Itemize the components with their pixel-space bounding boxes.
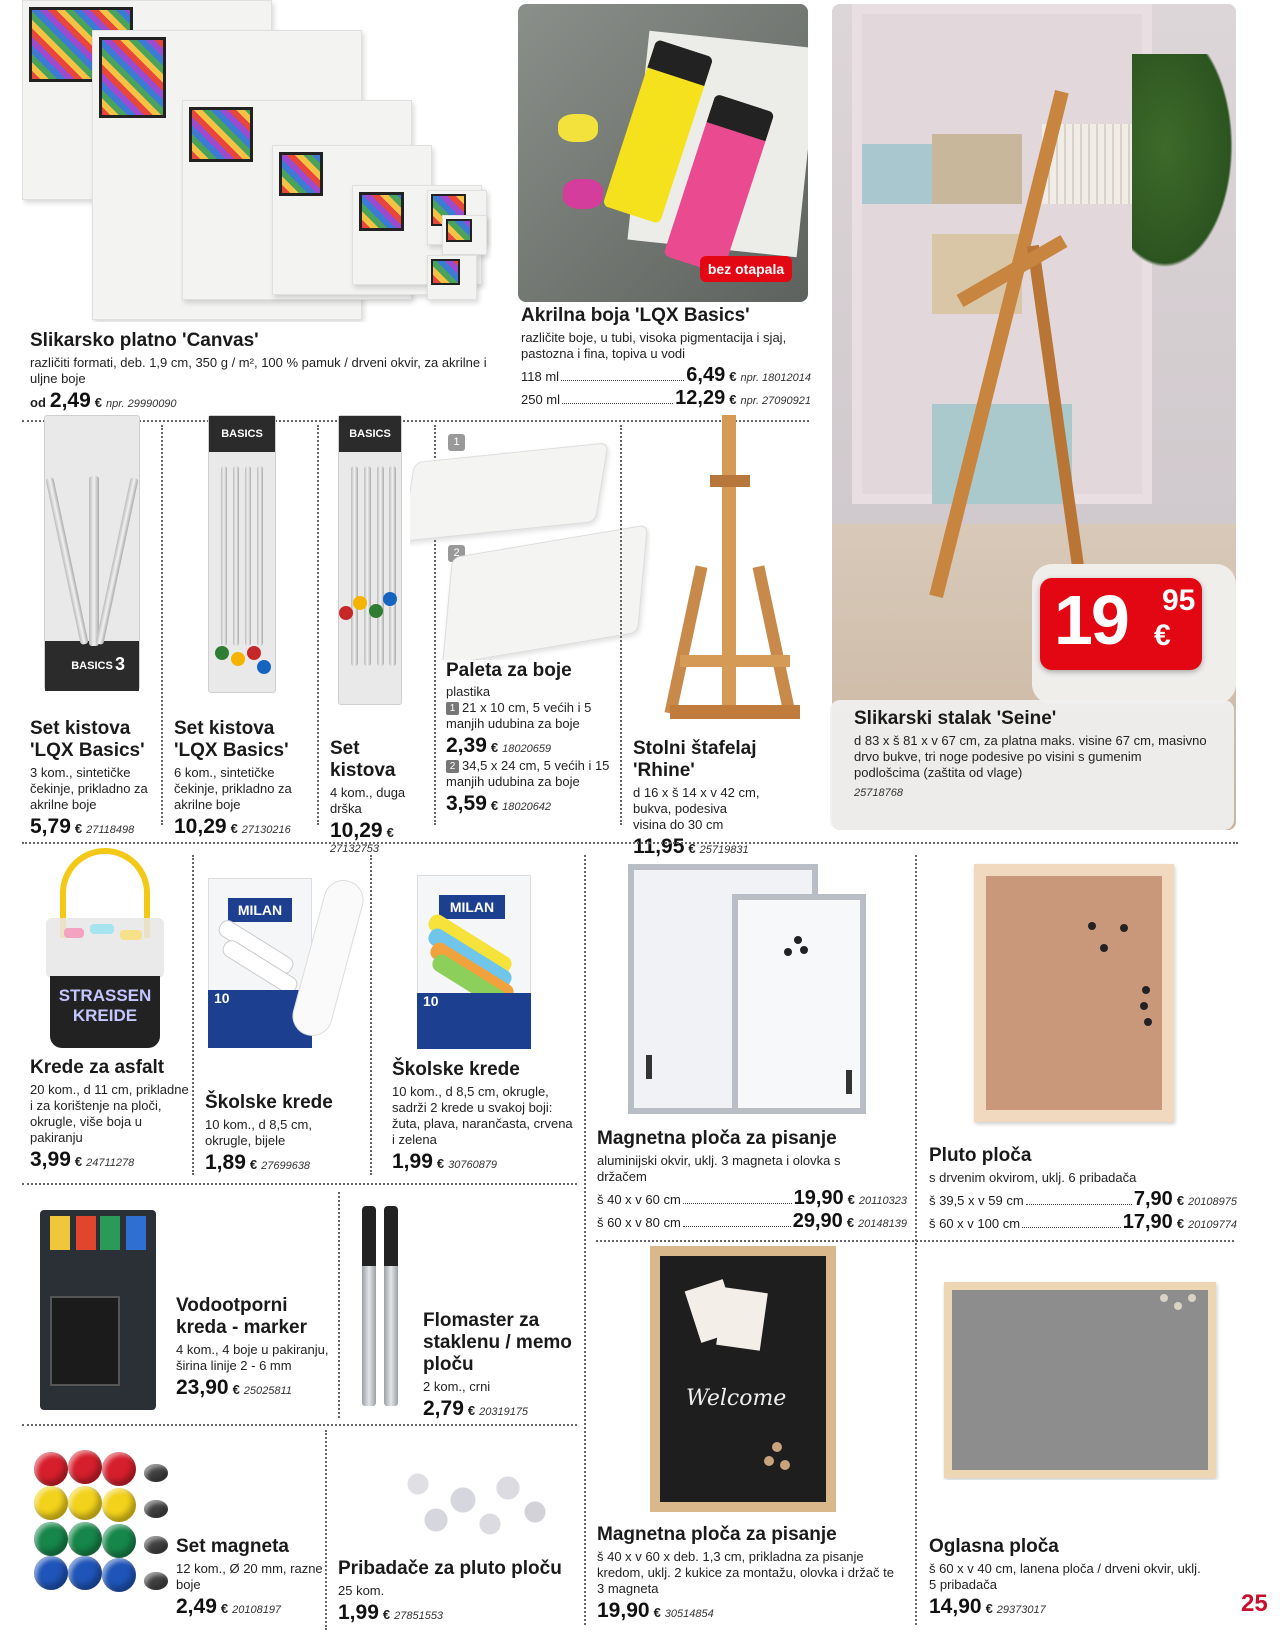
price-line	[30, 1148, 190, 1172]
product-palette	[446, 660, 616, 816]
product-magnetic-board-1	[597, 1128, 907, 1233]
notice-board-image	[942, 1280, 1220, 1480]
product-color-chalk	[392, 1059, 577, 1174]
divider	[22, 842, 1238, 844]
chalk-marker-image	[40, 1186, 160, 1412]
currency: €	[386, 825, 394, 840]
price-line	[446, 734, 616, 758]
price: 2,79	[423, 1397, 464, 1420]
product-description: 25 kom.	[338, 1583, 385, 1598]
product-title: Magnetna ploča za pisanje	[597, 1524, 837, 1545]
product-chalk-marker	[176, 1295, 336, 1400]
canvas-product-image	[22, 0, 492, 322]
price: 2,39	[446, 734, 487, 757]
price-line	[446, 792, 616, 816]
product-title: Akrilna boja 'LQX Basics'	[521, 305, 750, 326]
brand-label: MILAN	[439, 895, 505, 919]
currency: €	[1154, 619, 1171, 652]
palette-option-2	[446, 758, 616, 790]
divider	[620, 425, 622, 825]
price-line	[30, 389, 490, 413]
price: 1,99	[392, 1150, 433, 1173]
option-text: 21 x 10 cm, 5 većih i 5 manjih udubina za boje	[446, 700, 592, 731]
divider	[338, 1192, 340, 1418]
price: 19,90	[793, 1187, 844, 1209]
product-title: Paleta za boje	[446, 660, 572, 681]
product-magnets	[176, 1536, 326, 1619]
palette-2-tag: 2	[448, 545, 465, 562]
bucket-label: STRASSEN KREIDE	[50, 976, 160, 1048]
product-description: 3 kom., sintetičke čekinje, prikladno za akrilne boje	[30, 765, 148, 812]
price-line	[30, 815, 155, 839]
price: 12,29	[675, 387, 726, 409]
divider	[584, 855, 586, 1625]
magnetic-board-2-image	[650, 1246, 838, 1514]
product-title: Školske krede	[205, 1092, 333, 1113]
price: 19,90	[597, 1599, 650, 1622]
product-glass-marker	[423, 1310, 583, 1421]
product-magnetic-board-2	[597, 1524, 907, 1623]
price-line	[597, 1599, 907, 1623]
product-title: Stolni štafelaj 'Rhine'	[633, 738, 757, 781]
white-chalk-image	[208, 878, 378, 1050]
pack-label: BASICS	[45, 641, 139, 691]
variant-size: š 40 x v 60 cm	[597, 1192, 681, 1207]
currency: €	[436, 1156, 445, 1171]
article-number: npr. 27090921	[740, 395, 811, 407]
currency: €	[653, 1605, 661, 1620]
color-chalk-image	[417, 875, 537, 1051]
currency: €	[1176, 1193, 1185, 1208]
divider	[192, 855, 194, 1175]
price: 5,79	[30, 815, 71, 838]
price: 3,59	[446, 792, 487, 815]
divider	[370, 855, 372, 1175]
price: 7,90	[1133, 1188, 1173, 1210]
article-number: 20108975	[1188, 1196, 1237, 1208]
product-title: Slikarsko platno 'Canvas'	[30, 330, 259, 351]
article-number: 30760879	[448, 1159, 498, 1171]
article-number: 27851553	[394, 1610, 444, 1622]
article-number: 20319175	[479, 1406, 529, 1418]
product-white-chalk	[205, 1092, 365, 1175]
currency: €	[729, 392, 737, 407]
product-title: Set kistova 'LQX Basics'	[174, 718, 289, 761]
magnetic-board-1-image	[624, 860, 874, 1122]
push-pins-image	[342, 1440, 582, 1560]
product-description: 10 kom., d 8,5 cm, okrugle, sadrži 2 krede u svakoj boji: žuta, plava, narančasta, crvena i zelena	[392, 1084, 573, 1147]
page-number: 25	[1241, 1590, 1268, 1617]
divider	[596, 1240, 1234, 1242]
article-number: 27118498	[86, 824, 135, 836]
variant-row	[597, 1210, 907, 1233]
price: 29,90	[792, 1210, 843, 1232]
brand-label: MILAN	[228, 898, 292, 922]
product-title: Set magneta	[176, 1536, 289, 1557]
board-text: Welcome	[686, 1386, 787, 1411]
price: 10,29	[174, 815, 227, 838]
product-title: Flomaster za staklenu / memo ploču	[423, 1310, 572, 1375]
currency: €	[490, 740, 499, 755]
product-description: različiti formati, deb. 1,9 cm, 350 g / m², 100 % pamuk / drveni okvir, za akrilne i uljne boje	[30, 355, 487, 386]
seine-price-tag	[1040, 578, 1202, 670]
currency: €	[729, 369, 737, 384]
divider	[317, 425, 319, 825]
currency: €	[230, 821, 238, 836]
variant-row	[521, 387, 811, 410]
product-description: 2 kom., crni	[423, 1379, 491, 1394]
currency: €	[985, 1601, 993, 1616]
divider	[161, 425, 163, 825]
article-number: 27132753	[330, 843, 379, 855]
product-description: 12 kom., Ø 20 mm, razne boje	[176, 1561, 323, 1592]
currency: €	[74, 821, 83, 836]
currency: €	[220, 1601, 229, 1616]
option-tag: 2	[446, 760, 459, 773]
currency: €	[847, 1192, 855, 1207]
product-description: plastika	[446, 684, 491, 699]
product-easel-seine	[830, 700, 1234, 830]
product-pins	[338, 1558, 578, 1625]
glass-marker-image	[358, 1206, 408, 1410]
pack-count: 3	[115, 654, 126, 674]
article-number: 20110323	[858, 1195, 907, 1207]
currency: €	[382, 1607, 391, 1622]
article-number: 20108197	[232, 1604, 282, 1616]
product-description: 4 kom., duga drška	[330, 785, 406, 816]
product-description: 10 kom., d 8,5 cm, okrugle, bijele	[205, 1117, 312, 1148]
cork-board-image	[970, 860, 1180, 1130]
brush-pack-3-image	[338, 415, 402, 705]
divider	[22, 1424, 577, 1426]
product-description: 4 kom., 4 boje u pakiranju, širina linije 2 - 6 mm	[176, 1342, 329, 1373]
product-description: d 83 x š 81 x v 67 cm, za platna maks. visine 67 cm, masivno drvo bukve, tri noge podesive po visini s gumenim podlošcima (zaštita od vlage)	[854, 733, 1207, 780]
product-description: aluminijski okvir, uklj. 3 magneta i olovka s držačem	[597, 1153, 841, 1184]
product-canvas	[30, 330, 490, 413]
article-number: 20148139	[858, 1218, 907, 1230]
product-brush-set-1	[30, 718, 155, 839]
palette-1-tag: 1	[448, 434, 465, 451]
variant-size: š 60 x v 100 cm	[929, 1216, 1021, 1231]
currency: €	[94, 395, 102, 410]
product-description: d 16 x š 14 x v 42 cm, bukva, podesiva visina do 30 cm	[633, 785, 760, 832]
price-line	[929, 1595, 1229, 1619]
option-text: 34,5 x 24 cm, 5 većih i 15 manjih udubina za boje	[446, 758, 610, 789]
price: 1,89	[205, 1151, 246, 1174]
article-number: 25025811	[243, 1385, 292, 1397]
variant-row	[929, 1211, 1237, 1234]
article-number: npr. 29990090	[106, 398, 177, 410]
variant-size: š 60 x v 80 cm	[597, 1215, 681, 1230]
article-number: 18020659	[502, 743, 552, 755]
article-number: 25719831	[699, 844, 749, 856]
product-notice-board	[929, 1536, 1229, 1619]
article-number: npr. 18012014	[740, 372, 811, 384]
article-number: 27130216	[241, 824, 291, 836]
variant-row	[929, 1188, 1237, 1211]
from-label: od	[30, 395, 46, 410]
product-street-chalk	[30, 1057, 190, 1172]
magnets-image	[28, 1444, 178, 1594]
price: 1,99	[338, 1601, 379, 1624]
product-brush-set-3	[330, 738, 430, 855]
product-title: Slikarski stalak 'Seine'	[854, 708, 1057, 729]
article-number: 29373017	[996, 1604, 1046, 1616]
product-title: Set kistova 'LQX Basics'	[30, 718, 145, 761]
currency: €	[846, 1215, 855, 1230]
article-number: 20109774	[1188, 1219, 1237, 1231]
currency: €	[74, 1154, 83, 1169]
product-title: Pribadače za pluto ploču	[338, 1558, 562, 1579]
product-cork-board	[929, 1145, 1237, 1234]
product-title: Školske krede	[392, 1059, 520, 1080]
price: 11,95	[633, 835, 685, 858]
divider	[325, 1430, 327, 1630]
divider	[22, 1183, 577, 1185]
article-number: 30514854	[664, 1608, 714, 1620]
price-line	[174, 815, 309, 839]
price-line	[633, 835, 813, 859]
article-number: 24711278	[86, 1157, 135, 1169]
price-line	[176, 1376, 336, 1400]
product-acrylic	[521, 305, 811, 410]
currency: €	[232, 1382, 240, 1397]
variant-row	[521, 364, 811, 387]
product-description: 6 kom., sintetičke čekinje, prikladno za akrilne boje	[174, 765, 292, 812]
price-line	[205, 1151, 365, 1175]
product-brush-set-2	[174, 718, 309, 839]
price: 2,49	[176, 1595, 217, 1618]
brush-pack-1-image	[44, 415, 140, 690]
currency: €	[1176, 1216, 1185, 1231]
pack-label: BASICS	[209, 416, 275, 452]
currency: €	[467, 1403, 476, 1418]
product-title: Magnetna ploča za pisanje	[597, 1128, 837, 1149]
price: 17,90	[1122, 1211, 1173, 1233]
currency: €	[490, 798, 499, 813]
price-line	[330, 819, 430, 843]
palette-image	[410, 430, 650, 660]
price: 2,49	[49, 389, 91, 412]
product-description: š 60 x v 40 cm, lanena ploča / drveni okvir, uklj. 5 pribadača	[929, 1561, 1201, 1592]
currency: €	[249, 1157, 258, 1172]
count-label: 10	[214, 990, 230, 1006]
price: 6,49	[686, 364, 726, 386]
price: 3,99	[30, 1148, 71, 1171]
variant-size: 118 ml	[521, 369, 560, 384]
street-chalk-image	[40, 848, 170, 1048]
price-line	[392, 1150, 577, 1174]
brush-pack-2-image	[208, 415, 276, 693]
no-solvent-badge: bez otapala	[700, 256, 792, 282]
article-number: 25718768	[854, 787, 903, 799]
price-main: 19	[1054, 581, 1128, 659]
price-line	[176, 1595, 326, 1619]
acrylic-product-image	[518, 4, 808, 302]
price: 10,29	[330, 819, 383, 842]
pack-label: BASICS	[339, 416, 401, 452]
variant-size: š 39,5 x v 59 cm	[929, 1193, 1024, 1208]
palette-option-1	[446, 700, 616, 732]
currency: €	[688, 841, 696, 856]
variant-size: 250 ml	[521, 392, 561, 407]
product-description: š 40 x v 60 x deb. 1,3 cm, prikladna za pisanje kredom, uklj. 2 kukice za montažu, olovka i držač te 3 magneta	[597, 1549, 894, 1596]
price-line	[423, 1397, 583, 1421]
table-easel-image	[650, 415, 810, 733]
price-cents: 95	[1162, 584, 1196, 617]
price-line	[338, 1601, 578, 1625]
price: 14,90	[929, 1595, 982, 1618]
product-title: Set kistova	[330, 738, 396, 781]
product-title: Oglasna ploča	[929, 1536, 1059, 1557]
product-table-easel	[633, 738, 813, 859]
article-number: 27699638	[261, 1160, 311, 1172]
price: 23,90	[176, 1376, 229, 1399]
product-title: Pluto ploča	[929, 1145, 1032, 1166]
article-number: 18020642	[502, 801, 552, 813]
product-description: 20 kom., d 11 cm, prikladne i za korištenje na ploči, okrugle, više boja u pakiranju	[30, 1082, 189, 1145]
product-title: Krede za asfalt	[30, 1057, 165, 1078]
product-description: s drvenim okvirom, uklj. 6 pribadača	[929, 1170, 1137, 1185]
variant-row	[597, 1187, 907, 1210]
product-description: različite boje, u tubi, visoka pigmentacija i sjaj, pastozna i fina, topiva u vodi	[521, 330, 787, 361]
product-title: Vodootporni kreda - marker	[176, 1295, 307, 1338]
count-label: 10	[423, 993, 439, 1009]
option-tag: 1	[446, 702, 459, 715]
